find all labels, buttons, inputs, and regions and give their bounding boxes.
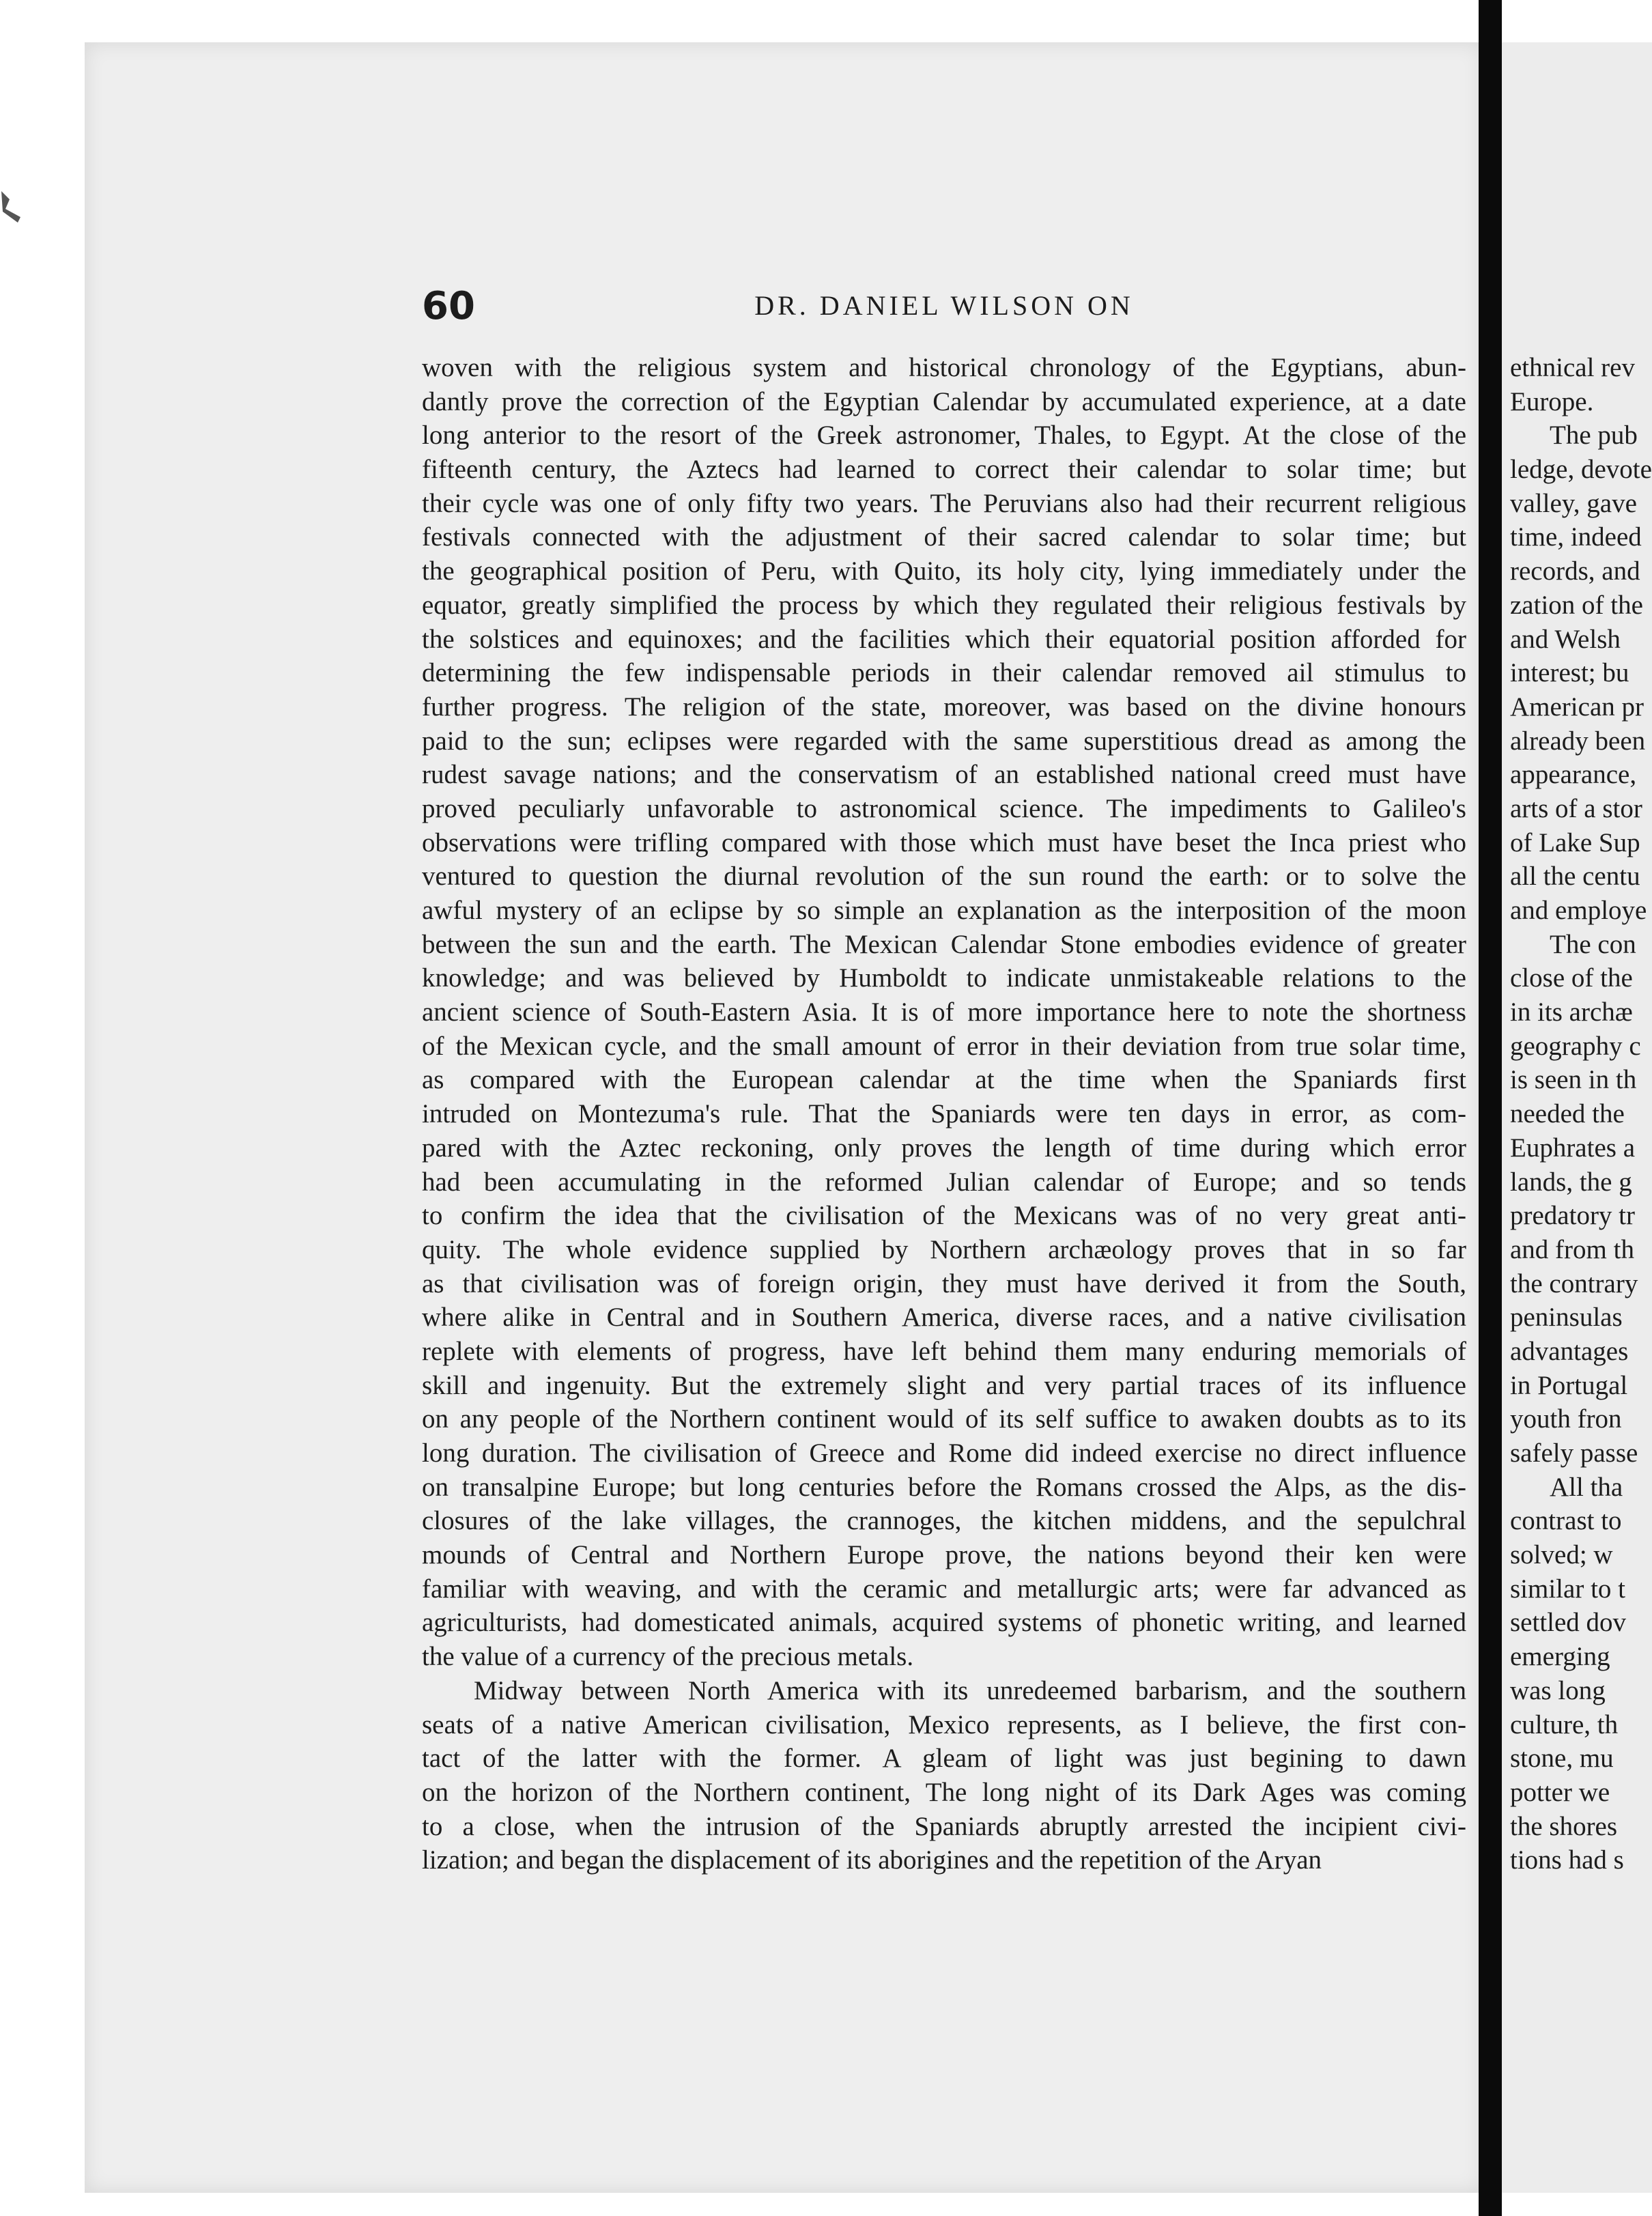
text-line: fifteenth century, the Aztecs had learned to correct their calendar to solar time; but bbox=[422, 455, 1466, 485]
facing-text-line: zation of the bbox=[1510, 590, 1643, 620]
text-line: awful mystery of an eclipse by so simple an explanation as the interposition of the moon bbox=[422, 896, 1466, 925]
text-line: tact of the latter with the former. A gleam of light was just begining to dawn bbox=[422, 1744, 1466, 1774]
facing-text-line: emerging bbox=[1510, 1642, 1610, 1672]
text-line: seats of a native American civilisation, Mexico represents, as I believe, the first con- bbox=[422, 1709, 1466, 1739]
facing-text-line: ledge, devote bbox=[1510, 455, 1652, 485]
facing-text-line: is seen in th bbox=[1510, 1065, 1637, 1095]
facing-text-line: advantages bbox=[1510, 1336, 1629, 1366]
facing-text-line: contrast to bbox=[1510, 1506, 1622, 1536]
facing-text-line: youth fron bbox=[1510, 1404, 1622, 1434]
facing-text-line: Euphrates a bbox=[1510, 1133, 1636, 1163]
text-line: on any people of the Northern continent would of its self suffice to awaken doubts as to its bbox=[422, 1404, 1466, 1434]
text-line: replete with elements of progress, have left behind them many enduring memorials of bbox=[422, 1336, 1466, 1366]
text-line: agriculturists, had domesticated animals, acquired systems of phonetic writing, and learned bbox=[422, 1608, 1466, 1638]
facing-text-line: the contrary bbox=[1510, 1268, 1638, 1298]
facing-text-line: American pr bbox=[1510, 692, 1644, 722]
facing-text-line: of Lake Sup bbox=[1510, 827, 1640, 857]
facing-text-line: safely passe bbox=[1510, 1438, 1638, 1468]
facing-text-line: lands, the g bbox=[1510, 1167, 1632, 1197]
text-line: paid to the sun; eclipses were regarded with the same superstitious dread as among the bbox=[422, 726, 1466, 756]
facing-text-line: records, and bbox=[1510, 556, 1640, 586]
text-line: their cycle was one of only fifty two years. The Peruvians also had their recurrent religious bbox=[422, 488, 1466, 518]
text-line: proved peculiarly unfavorable to astronomical science. The impediments to Galileo's bbox=[422, 793, 1466, 823]
text-line: to a close, when the intrusion of the Spaniards abruptly arrested the incipient civi- bbox=[422, 1811, 1466, 1841]
facing-text-line: and from th bbox=[1510, 1234, 1634, 1264]
page-number: 60 bbox=[422, 284, 475, 328]
facing-text-line: close of the bbox=[1510, 963, 1633, 993]
facing-text-line: predatory tr bbox=[1510, 1201, 1636, 1231]
facing-text-line: in its archæ bbox=[1510, 997, 1633, 1027]
facing-text-line: similar to t bbox=[1510, 1574, 1625, 1604]
main-text-column bbox=[422, 351, 1466, 1877]
text-line: equator, greatly simplified the process by which they regulated their religious festivals by bbox=[422, 590, 1466, 620]
text-line: intruded on Montezuma's rule. That the Spaniards were ten days in error, as com- bbox=[422, 1099, 1466, 1129]
scan-margin-left bbox=[0, 0, 85, 2216]
text-line: rudest savage nations; and the conservatism of an established national creed must have bbox=[422, 760, 1466, 790]
text-line: long duration. The civilisation of Greece and Rome did indeed exercise no direct influence bbox=[422, 1438, 1466, 1468]
text-line: the value of a currency of the precious metals. bbox=[422, 1642, 914, 1672]
text-line: quity. The whole evidence supplied by Northern archæology proves that in so far bbox=[422, 1234, 1466, 1264]
facing-text-line: The con bbox=[1550, 929, 1636, 959]
facing-text-line: all the centu bbox=[1510, 862, 1640, 892]
facing-text-line: needed the bbox=[1510, 1099, 1625, 1129]
text-line: the solstices and equinoxes; and the facilities which their equatorial position afforded for bbox=[422, 624, 1466, 654]
facing-text-line: The pub bbox=[1550, 421, 1638, 451]
facing-text-line: valley, gave bbox=[1510, 488, 1637, 518]
text-line: dantly prove the correction of the Egyptian Calendar by accumulated experience, at a date bbox=[422, 386, 1466, 416]
running-head: DR. DANIEL WILSON ON bbox=[754, 290, 1134, 321]
facing-text-line: geography c bbox=[1510, 1031, 1641, 1061]
facing-text-line: and Welsh bbox=[1510, 624, 1621, 654]
text-line: lization; and began the displacement of its aborigines and the repetition of the Aryan bbox=[422, 1845, 1322, 1875]
text-line: observations were trifling compared with those which must have beset the Inca priest who bbox=[422, 827, 1466, 857]
text-line: on the horizon of the Northern continent, The long night of its Dark Ages was coming bbox=[422, 1777, 1466, 1807]
text-line: had been accumulating in the reformed Julian calendar of Europe; and so tends bbox=[422, 1167, 1466, 1197]
facing-text-line: potter we bbox=[1510, 1777, 1610, 1807]
text-line: to confirm the idea that the civilisation of the Mexicans was of no very great anti- bbox=[422, 1201, 1466, 1231]
facing-text-line: already been bbox=[1510, 726, 1646, 756]
facing-text-line: solved; w bbox=[1510, 1540, 1613, 1570]
facing-text-line: and employe bbox=[1510, 896, 1647, 925]
text-line: pared with the Aztec reckoning, only proves the length of time during which error bbox=[422, 1133, 1466, 1163]
text-line: of the Mexican cycle, and the small amount of error in their deviation from true solar time, bbox=[422, 1031, 1466, 1061]
text-line: familiar with weaving, and with the ceramic and metallurgic arts; were far advanced as bbox=[422, 1574, 1466, 1604]
text-line: festivals connected with the adjustment of their sacred calendar to solar time; but bbox=[422, 522, 1466, 552]
facing-text-line: culture, th bbox=[1510, 1709, 1619, 1739]
text-line: skill and ingenuity. But the extremely slight and very partial traces of its influence bbox=[422, 1370, 1466, 1400]
scan-artifact-mark bbox=[0, 184, 27, 225]
facing-text-line: appearance, bbox=[1510, 760, 1637, 790]
text-line: mounds of Central and Northern Europe prove, the nations beyond their ken were bbox=[422, 1540, 1466, 1570]
facing-text-line: was long bbox=[1510, 1675, 1606, 1705]
text-line: the geographical position of Peru, with Quito, its holy city, lying immediately under the bbox=[422, 556, 1466, 586]
book-gutter bbox=[1479, 0, 1502, 2216]
text-line: on transalpine Europe; but long centuries before the Romans crossed the Alps, as the dis- bbox=[422, 1472, 1466, 1502]
text-line: Midway between North America with its unredeemed barbarism, and the southern bbox=[474, 1675, 1466, 1705]
text-line: closures of the lake villages, the crannoges, the kitchen middens, and the sepulchral bbox=[422, 1506, 1466, 1536]
facing-text-line: tions had s bbox=[1510, 1845, 1624, 1875]
facing-text-line: Europe. bbox=[1510, 386, 1594, 416]
text-line: as that civilisation was of foreign origin, they must have derived it from the South, bbox=[422, 1268, 1466, 1298]
page-header bbox=[422, 284, 1466, 332]
facing-text-line: settled dov bbox=[1510, 1608, 1627, 1638]
facing-text-line: stone, mu bbox=[1510, 1744, 1614, 1774]
text-line: ancient science of South-Eastern Asia. It is of more importance here to note the shortness bbox=[422, 997, 1466, 1027]
text-line: where alike in Central and in Southern America, diverse races, and a native civilisation bbox=[422, 1303, 1466, 1333]
text-line: knowledge; and was believed by Humboldt to indicate unmistakeable relations to the bbox=[422, 963, 1466, 993]
facing-text-line: interest; bu bbox=[1510, 658, 1629, 688]
facing-text-line: All tha bbox=[1550, 1472, 1623, 1502]
facing-page-text-fragment bbox=[1510, 351, 1652, 1877]
text-line: further progress. The religion of the state, moreover, was based on the divine honours bbox=[422, 692, 1466, 722]
text-line: as compared with the European calendar at the time when the Spaniards first bbox=[422, 1065, 1466, 1095]
facing-text-line: the shores bbox=[1510, 1811, 1618, 1841]
facing-text-line: in Portugal bbox=[1510, 1370, 1628, 1400]
facing-text-line: arts of a stor bbox=[1510, 793, 1642, 823]
text-line: ventured to question the diurnal revolution of the sun round the earth: or to solve the bbox=[422, 862, 1466, 892]
facing-text-line: ethnical rev bbox=[1510, 353, 1635, 382]
facing-text-line: time, indeed bbox=[1510, 522, 1642, 552]
facing-text-line: peninsulas bbox=[1510, 1303, 1623, 1333]
text-line: woven with the religious system and historical chronology of the Egyptians, abun- bbox=[422, 353, 1466, 382]
text-line: long anterior to the resort of the Greek astronomer, Thales, to Egypt. At the close of the bbox=[422, 421, 1466, 451]
text-line: determining the few indispensable periods in their calendar removed ail stimulus to bbox=[422, 658, 1466, 688]
text-line: between the sun and the earth. The Mexican Calendar Stone embodies evidence of greater bbox=[422, 929, 1466, 959]
